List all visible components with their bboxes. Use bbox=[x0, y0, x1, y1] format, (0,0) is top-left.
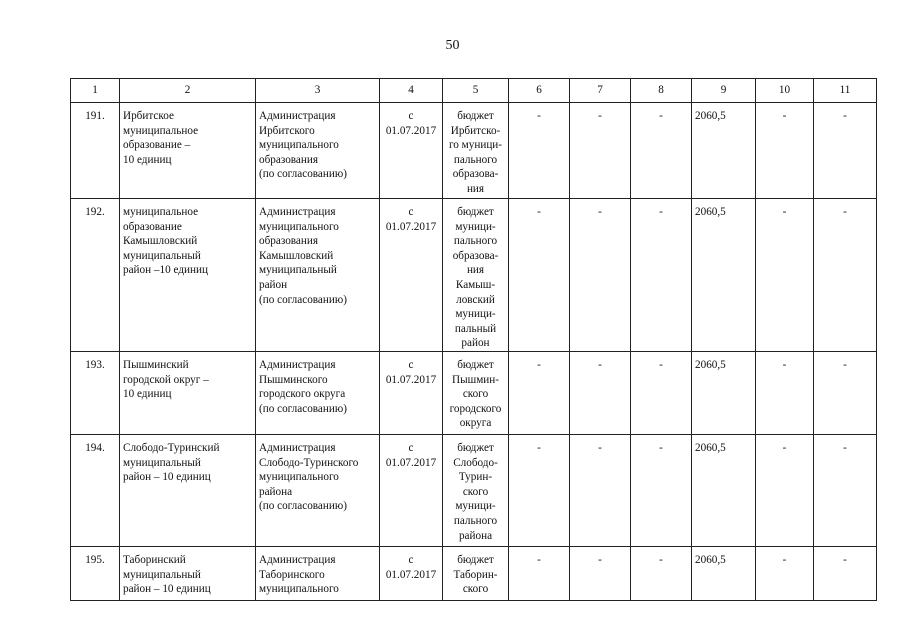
municipality-cell-line: образование bbox=[123, 220, 182, 233]
municipality-cell-line: район –10 единиц bbox=[123, 264, 208, 277]
row-number-cell: 194. bbox=[71, 435, 120, 547]
funding-source-cell-line: района bbox=[458, 529, 493, 542]
funding-source-cell-line: городского bbox=[449, 402, 502, 415]
value-cell-7: - bbox=[570, 199, 631, 352]
value-cell-6: - bbox=[509, 435, 570, 547]
term-cell-line: с bbox=[408, 554, 414, 566]
row-number-cell: 192. bbox=[71, 199, 120, 352]
term-cell bbox=[380, 435, 443, 547]
executor-cell bbox=[256, 547, 380, 601]
municipality-cell bbox=[120, 435, 256, 547]
funding-source-cell-line: Турин- bbox=[458, 471, 493, 484]
municipality-cell-line: образование – bbox=[123, 139, 191, 152]
funding-source-cell-line: ния bbox=[466, 264, 485, 277]
column-header: 2 bbox=[120, 79, 256, 103]
value-cell-10: - bbox=[756, 199, 814, 352]
funding-source-cell-line: бюджет bbox=[457, 110, 494, 122]
funding-source-cell-line: Камыш- bbox=[455, 278, 496, 291]
value-cell-8: - bbox=[631, 199, 692, 352]
value-cell-6: - bbox=[509, 199, 570, 352]
value-cell-6: - bbox=[509, 103, 570, 199]
value-cell-11: - bbox=[814, 547, 877, 601]
value-cell-9: 2060,5 bbox=[692, 435, 756, 547]
term-cell-line: 01.07.2017 bbox=[385, 568, 437, 581]
value-cell-9: 2060,5 bbox=[692, 352, 756, 435]
value-cell-9: 2060,5 bbox=[692, 199, 756, 352]
row-number-cell: 193. bbox=[71, 352, 120, 435]
executor-cell-line: муниципального bbox=[259, 220, 339, 233]
executor-cell-line: района bbox=[259, 485, 293, 498]
funding-source-cell-line: пальный bbox=[454, 322, 497, 335]
executor-cell-line: городского округа bbox=[259, 388, 346, 401]
funding-source-cell bbox=[443, 199, 509, 352]
executor-cell-line: Ирбитского bbox=[259, 124, 315, 137]
executor-cell-line: (по согласованию) bbox=[259, 402, 347, 415]
municipality-cell-line: 10 единиц bbox=[123, 388, 172, 401]
value-cell-10: - bbox=[756, 352, 814, 435]
value-cell-8: - bbox=[631, 435, 692, 547]
funding-source-cell-line: бюджет bbox=[457, 442, 494, 454]
value-cell-11: - bbox=[814, 199, 877, 352]
value-cell-8: - bbox=[631, 352, 692, 435]
funding-source-cell-line: ского bbox=[462, 485, 489, 498]
value-cell-8: - bbox=[631, 103, 692, 199]
executor-cell-line: Администрация bbox=[259, 442, 336, 454]
executor-cell bbox=[256, 352, 380, 435]
funding-source-cell-line: ского bbox=[462, 388, 489, 401]
funding-source-cell-line: пального bbox=[453, 514, 498, 527]
executor-cell-line: Администрация bbox=[259, 554, 336, 566]
table-row bbox=[71, 435, 877, 547]
executor-cell-line: Администрация bbox=[259, 110, 336, 122]
executor-cell-line: Администрация bbox=[259, 359, 336, 371]
executor-cell bbox=[256, 435, 380, 547]
funding-source-cell-line: пального bbox=[453, 235, 498, 248]
funding-source-cell-line: муници- bbox=[455, 220, 496, 233]
funding-source-cell-line: образова- bbox=[452, 249, 499, 262]
column-header: 9 bbox=[692, 79, 756, 103]
municipality-cell-line: городской округ – bbox=[123, 373, 209, 386]
municipality-cell-line: Пышминский bbox=[123, 359, 189, 371]
executor-cell-line: Администрация bbox=[259, 206, 336, 218]
value-cell-7: - bbox=[570, 435, 631, 547]
executor-cell-line: муниципального bbox=[259, 139, 339, 152]
term-cell-line: с bbox=[408, 110, 414, 122]
funding-source-cell bbox=[443, 547, 509, 601]
executor-cell-line: Слободо-Туринского bbox=[259, 456, 359, 469]
funding-source-cell-line: район bbox=[461, 337, 490, 350]
term-cell-line: с bbox=[408, 206, 414, 218]
term-cell bbox=[380, 199, 443, 352]
funding-source-cell-line: ловский bbox=[456, 293, 495, 306]
column-header: 1 bbox=[71, 79, 120, 103]
executor-cell-line: муниципального bbox=[259, 471, 339, 484]
value-cell-11: - bbox=[814, 352, 877, 435]
value-cell-10: - bbox=[756, 547, 814, 601]
value-cell-7: - bbox=[570, 352, 631, 435]
column-header: 7 bbox=[570, 79, 631, 103]
term-cell-line: 01.07.2017 bbox=[385, 124, 437, 137]
funding-source-cell-line: муници- bbox=[455, 308, 496, 321]
executor-cell-line: Камышловский bbox=[259, 249, 334, 262]
municipality-cell bbox=[120, 547, 256, 601]
municipality-cell-line: муниципальное bbox=[123, 206, 199, 218]
value-cell-11: - bbox=[814, 435, 877, 547]
term-cell bbox=[380, 547, 443, 601]
municipality-cell bbox=[120, 103, 256, 199]
column-header: 6 bbox=[509, 79, 570, 103]
funding-source-cell-line: округа bbox=[459, 417, 492, 430]
value-cell-6: - bbox=[509, 547, 570, 601]
funding-source-cell-line: ского bbox=[462, 583, 489, 596]
funding-source-cell-line: го муници- bbox=[448, 139, 503, 152]
executor-cell-line: Таборинского bbox=[259, 568, 325, 581]
executor-cell-line: образования bbox=[259, 235, 319, 248]
value-cell-8: - bbox=[631, 547, 692, 601]
executor-cell-line: муниципальный bbox=[259, 264, 337, 277]
value-cell-9: 2060,5 bbox=[692, 547, 756, 601]
municipality-cell-line: муниципальный bbox=[123, 456, 201, 469]
executor-cell-line: район bbox=[259, 278, 288, 291]
term-cell-line: с bbox=[408, 442, 414, 454]
municipality-cell-line: 10 единиц bbox=[123, 153, 172, 166]
executor-cell-line: (по согласованию) bbox=[259, 293, 347, 306]
column-header: 11 bbox=[814, 79, 877, 103]
funding-source-cell-line: бюджет bbox=[457, 206, 494, 218]
term-cell-line: 01.07.2017 bbox=[385, 373, 437, 386]
executor-cell-line: (по согласованию) bbox=[259, 500, 347, 513]
data-table bbox=[70, 78, 877, 601]
value-cell-10: - bbox=[756, 103, 814, 199]
municipality-cell-line: Слободо-Туринский bbox=[123, 442, 220, 454]
municipality-cell-line: район – 10 единиц bbox=[123, 471, 211, 484]
funding-source-cell bbox=[443, 352, 509, 435]
funding-source-cell-line: бюджет bbox=[457, 554, 494, 566]
value-cell-7: - bbox=[570, 103, 631, 199]
municipality-cell-line: муниципальный bbox=[123, 249, 201, 262]
executor-cell-line: (по согласованию) bbox=[259, 168, 347, 181]
value-cell-7: - bbox=[570, 547, 631, 601]
municipality-cell-line: Камышловский bbox=[123, 235, 198, 248]
value-cell-10: - bbox=[756, 435, 814, 547]
funding-source-cell-line: Слободо- bbox=[453, 456, 498, 469]
table-row bbox=[71, 352, 877, 435]
municipality-cell-line: муниципальное bbox=[123, 124, 199, 137]
table-row bbox=[71, 103, 877, 199]
term-cell bbox=[380, 103, 443, 199]
column-header: 8 bbox=[631, 79, 692, 103]
term-cell-line: 01.07.2017 bbox=[385, 220, 437, 233]
funding-source-cell-line: ния bbox=[466, 182, 485, 195]
executor-cell-line: Пышминского bbox=[259, 373, 328, 386]
funding-source-cell-line: образова- bbox=[452, 168, 499, 181]
funding-source-cell-line: Пышмин- bbox=[452, 373, 499, 386]
column-header: 3 bbox=[256, 79, 380, 103]
row-number-cell: 195. bbox=[71, 547, 120, 601]
value-cell-6: - bbox=[509, 352, 570, 435]
table-row bbox=[71, 199, 877, 352]
municipality-cell-line: муниципальный bbox=[123, 568, 201, 581]
funding-source-cell bbox=[443, 435, 509, 547]
funding-source-cell-line: Таборин- bbox=[453, 568, 498, 581]
executor-cell bbox=[256, 103, 380, 199]
table-row bbox=[71, 547, 877, 601]
term-cell bbox=[380, 352, 443, 435]
funding-source-cell-line: Ирбитско- bbox=[450, 124, 501, 137]
funding-source-cell-line: пального bbox=[453, 153, 498, 166]
executor-cell bbox=[256, 199, 380, 352]
column-header: 10 bbox=[756, 79, 814, 103]
value-cell-9: 2060,5 bbox=[692, 103, 756, 199]
municipality-cell-line: Таборинский bbox=[123, 554, 186, 566]
value-cell-11: - bbox=[814, 103, 877, 199]
header-row bbox=[71, 79, 877, 103]
column-header: 5 bbox=[443, 79, 509, 103]
municipality-cell bbox=[120, 199, 256, 352]
municipality-cell-line: Ирбитское bbox=[123, 110, 174, 122]
executor-cell-line: образования bbox=[259, 153, 319, 166]
municipality-cell bbox=[120, 352, 256, 435]
page-number: 50 bbox=[445, 38, 460, 53]
term-cell-line: 01.07.2017 bbox=[385, 456, 437, 469]
funding-source-cell bbox=[443, 103, 509, 199]
executor-cell-line: муниципального bbox=[259, 583, 339, 596]
funding-source-cell-line: муници- bbox=[455, 500, 496, 513]
municipality-cell-line: район – 10 единиц bbox=[123, 583, 211, 596]
term-cell-line: с bbox=[408, 359, 414, 371]
column-header: 4 bbox=[380, 79, 443, 103]
row-number-cell: 191. bbox=[71, 103, 120, 199]
funding-source-cell-line: бюджет bbox=[457, 359, 494, 371]
